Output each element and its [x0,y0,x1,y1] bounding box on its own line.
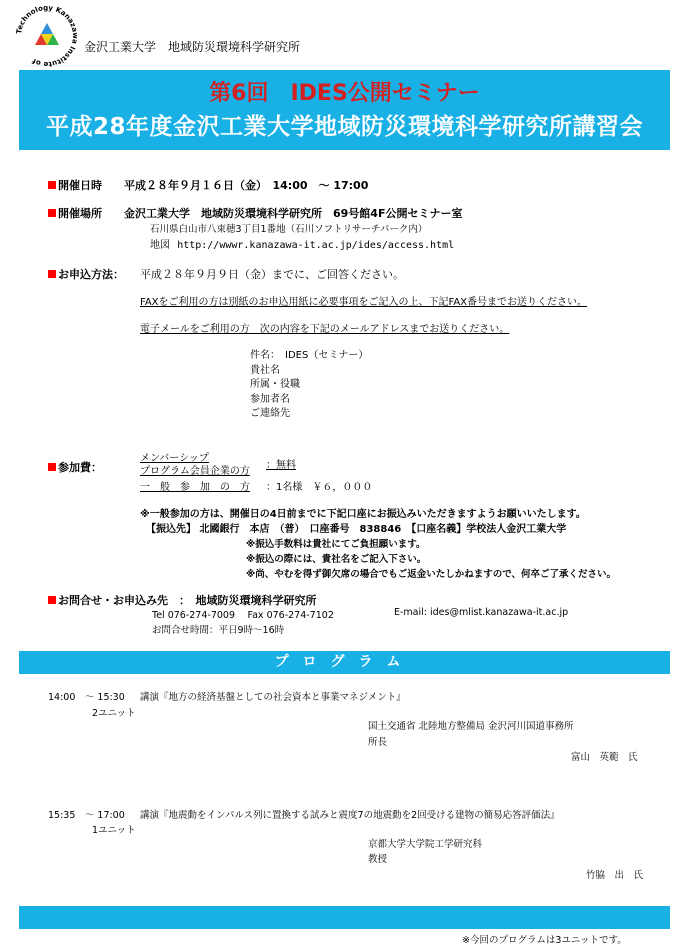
contact-hours: お問合せ時間：平日9時～16時 [152,625,285,636]
red-bullet-icon [48,209,56,217]
field-participant: 参加者名 [250,393,290,405]
fee-note-2: ※振込手数料は貴社にてご負担願います。 [246,539,426,550]
field-contact: ご連絡先 [250,408,290,419]
fee-general-label: 一 般 参 加 の 方 [140,482,250,493]
fee-member-line1: メンバーシップ [140,453,209,464]
kit-logo [14,3,80,69]
application-row [48,266,124,282]
fee-member-line2: プログラム会員企業の方 [140,466,250,477]
application-label: お申込方法 [58,268,113,281]
datetime-row [48,177,102,193]
contact-email[interactable]: E-mail: ides@mlist.kanazawa-it.ac.jp [394,607,569,618]
footer-note: ※今回のプログラムは3ユニットです。 [462,935,627,946]
session-2-title: 講演『地震動をインパルス列に置換する試みと震度7の地震動を2回受ける建物の簡易応答評価法』 [140,810,560,821]
fee-note-1: ※一般参加の方は、開催日の4日前までに下記口座にお振込みいただきますようお願いいたします。 [140,509,586,520]
fee-sep: ： [91,461,102,474]
field-department: 所属・役職 [250,379,300,390]
footer-banner [19,906,670,929]
application-sep: ： [113,268,124,281]
contact-tel-fax: Tel 076-274-7009 Fax 076-274-7102 [152,610,334,621]
program-heading: プログラム [274,654,415,670]
contact-row [48,592,317,608]
field-subject: 件名： IDES（セミナー） [250,350,369,361]
red-bullet-icon [48,596,56,604]
fee-note-3: ※振込の際には、貴社名をご記入下さい。 [246,554,427,565]
application-deadline: 平成２８年９月９日（金）までに、ご回答ください。 [140,268,404,281]
venue-address: 石川県白山市八束穂3丁目1番地（石川ソフトリサーチパーク内） [150,224,428,235]
red-bullet-icon [48,181,56,189]
fee-label: 参加費 [58,461,91,474]
session-2-affiliation: 京都大学大学院工学研究科 [368,839,483,850]
venue-label: 開催場所 [58,207,102,220]
course-title: 平成28年度金沢工業大学地域防災環境科学研究所講習会 [45,114,643,140]
email-note: 電子メールをご利用の方 次の内容を下記のメールアドレスまでお送りください。 [140,324,510,335]
venue-value: 金沢工業大学 地域防災環境科学研究所 69号館4F公開セミナー室 [124,207,463,220]
red-bullet-icon [48,463,56,471]
application-fields [250,349,368,422]
fax-note: FAXをご利用の方は別紙のお申込用紙に必要事項をご記入の上、下記FAX番号までお送りください。 [140,297,588,308]
field-company: 貴社名 [250,364,280,376]
seminar-title: 第6回 IDES公開セミナー [209,81,480,106]
session-2-units: 1ユニット [92,825,136,836]
session-1-affiliation: 国土交通省 北陸地方整備局 金沢河川国道事務所 [368,721,574,732]
red-bullet-icon [48,270,56,278]
session-2-time: 15:35 ～ 17:00 [48,810,125,821]
map-url-link[interactable]: http://wwwr.kanazawa-it.ac.jp/ides/access.html [177,240,455,251]
session-2-speaker: 竹脇 出 氏 [586,870,644,881]
program-banner [19,651,670,674]
fee-general-value: ：1名様 ￥６，０００ [266,482,373,493]
session-1-title: 講演『地方の経済基盤としての社会資本と事業マネジメント』 [140,692,406,703]
svg-text:Technology Kanazawa Institute: Technology Kanazawa Institute of [15,3,80,69]
session-1-position: 所長 [368,737,388,748]
session-1-speaker: 富山 英範 氏 [571,752,638,763]
fee-member-value: ：無料 [266,460,296,471]
fee-note-4: ※尚、やむを得ず御欠席の場合でもご返金いたしかねますので、何卒ご了承ください。 [246,569,617,580]
datetime-label: 開催日時 [58,179,102,192]
session-1-time: 14:00 ～ 15:30 [48,692,125,703]
bank-info: 【振込先】 北國銀行 本店 （普） 口座番号 838846 【口座名義】学校法人金沢工業大学 [146,524,567,535]
venue-row [48,205,102,221]
map-label: 地図 [150,240,170,251]
org-name: 金沢工業大学 地域防災環境科学研究所 [84,40,301,54]
session-1-units: 2ユニット [92,708,136,719]
contact-label: お問合せ・お申込み先 ： 地域防災環境科学研究所 [58,594,317,607]
fee-row [48,459,102,475]
venue-map [150,236,454,251]
datetime-value: 平成２８年９月１６日（金） 14:00 ～ 17:00 [124,179,369,192]
session-2-position: 教授 [368,854,388,865]
title-banner [19,70,670,150]
